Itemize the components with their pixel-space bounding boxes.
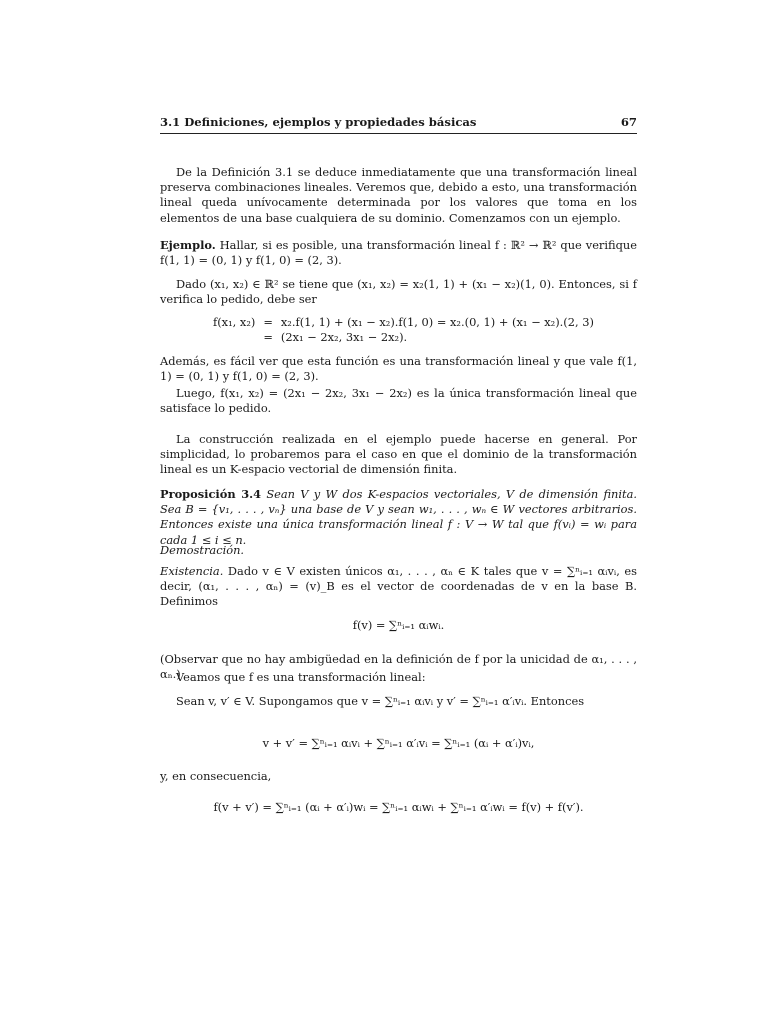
definition-equation: f(v) = ∑ⁿᵢ₌₁ αᵢwᵢ. — [352, 618, 445, 632]
equation-lhs: f(x₁, x₂) — [213, 315, 256, 329]
given-paragraph: Dado (x₁, x₂) ∈ ℝ² se tiene que (x₁, x₂) = x₂(1, 1) + (x₁ − x₂)(1, 0). Entonces, si f verifica lo pedido, debe ser — [160, 277, 637, 307]
example-statement: Hallar, si es posible, una transformación lineal f : ℝ² → ℝ² que verifique f(1, 1) = (0, 1) y f(1, 0) = (2, 3). — [160, 238, 637, 268]
consequence-line: y, en consecuencia, — [160, 769, 272, 783]
equation-relation: = — [263, 330, 273, 345]
observe-paragraph: (Observar que no hay ambigüedad en la definición de f por la unicidad de α₁, . . . , αₙ.) — [160, 652, 637, 682]
construction-paragraph: La construcción realizada en el ejemplo puede hacerse en general. Por simplicidad, lo probaremos para el caso en que el dominio de la transformación lineal es un K-espacio vectorial de dimensión finita. — [160, 432, 637, 477]
page-number: 67 — [620, 115, 637, 129]
final-equation: f(v + v′) = ∑ⁿᵢ₌₁ (αᵢ + α′ᵢ)wᵢ = ∑ⁿᵢ₌₁ αᵢwᵢ + ∑ⁿᵢ₌₁ α′ᵢwᵢ = f(v) + f(v′). — [213, 800, 584, 814]
sum-equation: v + v′ = ∑ⁿᵢ₌₁ αᵢvᵢ + ∑ⁿᵢ₌₁ α′ᵢvᵢ = ∑ⁿᵢ₌₁ (αᵢ + α′ᵢ)vᵢ, — [262, 736, 535, 750]
intro-paragraph: De la Definición 3.1 se deduce inmediatamente que una transformación lineal preserva combinaciones lineales. Veremos que, debido a esto, una transformación lineal queda unívocamente determinada por los valores que toma en los elementos de una base cualquiera de su dominio. Comenzamos con un ejemplo. — [160, 165, 637, 225]
lets-see-paragraph: Veamos que f es una transformación lineal: — [176, 670, 426, 684]
proposition-paragraph — [160, 487, 637, 548]
proposition-statement: Sean V y W dos K-espacios vectoriales, V de dimensión finita. Sea B = {v₁, . . . , vₙ} una base de V y sean w₁, . . . , wₙ ∈ W vectores arbitrarios. Entonces existe una única transformación lineal f : V → W tal que f(vᵢ) = wᵢ para cada 1 ≤ i ≤ n. — [160, 487, 638, 547]
equation-row — [209, 315, 598, 330]
equation-table — [209, 315, 598, 345]
equation-relation: = — [263, 315, 273, 329]
proof-heading: Demostración. — [160, 543, 245, 557]
existence-label: Existencia. — [160, 564, 224, 578]
equation-lhs-empty — [209, 330, 259, 345]
equation-rhs: (2x₁ − 2x₂, 3x₁ − 2x₂). — [280, 330, 408, 345]
example-label: Ejemplo. — [160, 238, 216, 252]
example-paragraph — [160, 238, 637, 268]
then-paragraph: Luego, f(x₁, x₂) = (2x₁ − 2x₂, 3x₁ − 2x₂) es la única transformación lineal que satisface lo pedido. — [160, 386, 637, 416]
existence-paragraph — [160, 564, 637, 610]
running-header — [160, 115, 637, 134]
proposition-label: Proposición 3.4 — [160, 487, 262, 501]
suppose-paragraph: Sean v, v′ ∈ V. Supongamos que v = ∑ⁿᵢ₌₁ αᵢvᵢ y v′ = ∑ⁿᵢ₌₁ α′ᵢvᵢ. Entonces — [176, 694, 585, 708]
equation-array — [160, 315, 637, 345]
furthermore-paragraph: Además, es fácil ver que esta función es una transformación lineal y que vale f(1, 1) = (0, 1) y f(1, 0) = (2, 3). — [160, 354, 637, 384]
equation-rhs: x₂.f(1, 1) + (x₁ − x₂).f(1, 0) = x₂.(0, 1) + (x₁ − x₂).(2, 3) — [280, 315, 594, 329]
existence-text: Dado v ∈ V existen únicos α₁, . . . , αₙ ∈ K tales que v = ∑ⁿᵢ₌₁ αᵢvᵢ, es decir, (α₁, . . . , αₙ) = (v)_B es el vector de coordenadas de v en la base B. Definimos — [160, 564, 637, 609]
equation-row — [209, 330, 598, 345]
section-title: 3.1 Definiciones, ejemplos y propiedades básicas — [160, 115, 477, 129]
